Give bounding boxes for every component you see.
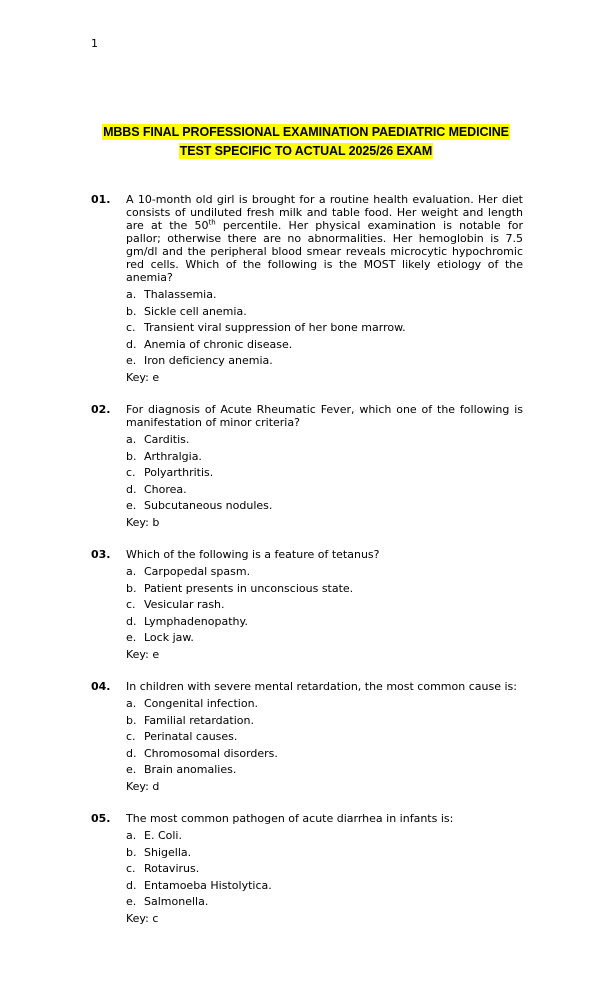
question-stem: A 10-month old girl is brought for a routine health evaluation. Her diet consists of undiluted fresh milk and table food. Her weight and length are at the 50th percentile. Her physical examination is notable for pallor; otherwise there are no abnormalities. Her hemoglobin is 7.5 gm/dl and the peripheral blood smear reveals microcytic hypochromic red cells. Which of the following is the MOST likely etiology of the anemia? [126, 193, 523, 284]
option-d: d. Anemia of chronic disease. [126, 337, 293, 351]
option-c: c. Vesicular rash. [126, 598, 225, 611]
option-b: b. Arthralgia. [126, 449, 202, 463]
option-list [126, 696, 523, 779]
option-c: c. Transient viral suppression of her bone marrow. [126, 321, 406, 334]
answer-key: Key: d [126, 779, 160, 793]
question-02 [91, 403, 523, 531]
option-a: a. Thalassemia. [126, 288, 217, 301]
option-b: b. Sickle cell anemia. [126, 304, 247, 318]
title-line-2: TEST SPECIFIC TO ACTUAL 2025/26 EXAM [179, 144, 433, 158]
question-stem: Which of the following is a feature of tetanus? [126, 548, 380, 561]
question-number: 04. [91, 680, 111, 693]
option-e: e. Subcutaneous nodules. [126, 499, 273, 512]
option-list [126, 564, 523, 647]
option-list [126, 287, 523, 370]
question-stem: The most common pathogen of acute diarrhea in infants is: [126, 812, 454, 825]
question-number: 03. [91, 548, 111, 561]
option-d: d. Chromosomal disorders. [126, 746, 278, 760]
option-a: a. Carditis. [126, 433, 190, 446]
option-c: c. Rotavirus. [126, 862, 200, 875]
option-a: a. E. Coli. [126, 829, 182, 842]
option-e: e. Lock jaw. [126, 631, 194, 644]
option-b: b. Patient presents in unconscious state. [126, 581, 354, 595]
option-d: d. Lymphadenopathy. [126, 614, 248, 628]
question-stem: For diagnosis of Acute Rheumatic Fever, which one of the following is manifestation of minor criteria? [126, 403, 523, 429]
option-e: e. Brain anomalies. [126, 763, 237, 776]
option-list [126, 828, 523, 911]
question-01 [91, 193, 523, 386]
option-d: d. Chorea. [126, 482, 187, 496]
answer-key: Key: c [126, 911, 159, 925]
option-a: a. Congenital infection. [126, 697, 259, 710]
question-04 [91, 680, 523, 795]
option-b: b. Familial retardation. [126, 713, 254, 727]
option-d: d. Entamoeba Histolytica. [126, 878, 272, 892]
option-c: c. Polyarthritis. [126, 466, 214, 479]
question-number: 02. [91, 403, 111, 416]
page-number: 1 [91, 37, 98, 50]
question-05 [91, 812, 523, 927]
title-line-1: MBBS FINAL PROFESSIONAL EXAMINATION PAEDIATRIC MEDICINE [103, 125, 509, 139]
option-e: e. Iron deficiency anemia. [126, 354, 273, 367]
question-list [91, 193, 523, 944]
answer-key: Key: e [126, 647, 160, 661]
question-number: 05. [91, 812, 111, 825]
option-c: c. Perinatal causes. [126, 730, 238, 743]
question-number: 01. [91, 193, 111, 206]
answer-key: Key: b [126, 515, 160, 529]
option-a: a. Carpopedal spasm. [126, 565, 251, 578]
option-e: e. Salmonella. [126, 895, 209, 908]
option-b: b. Shigella. [126, 845, 192, 859]
document-title [0, 121, 612, 159]
question-stem: In children with severe mental retardation, the most common cause is: [126, 680, 517, 693]
option-list [126, 432, 523, 515]
question-03 [91, 548, 523, 663]
answer-key: Key: e [126, 370, 160, 384]
